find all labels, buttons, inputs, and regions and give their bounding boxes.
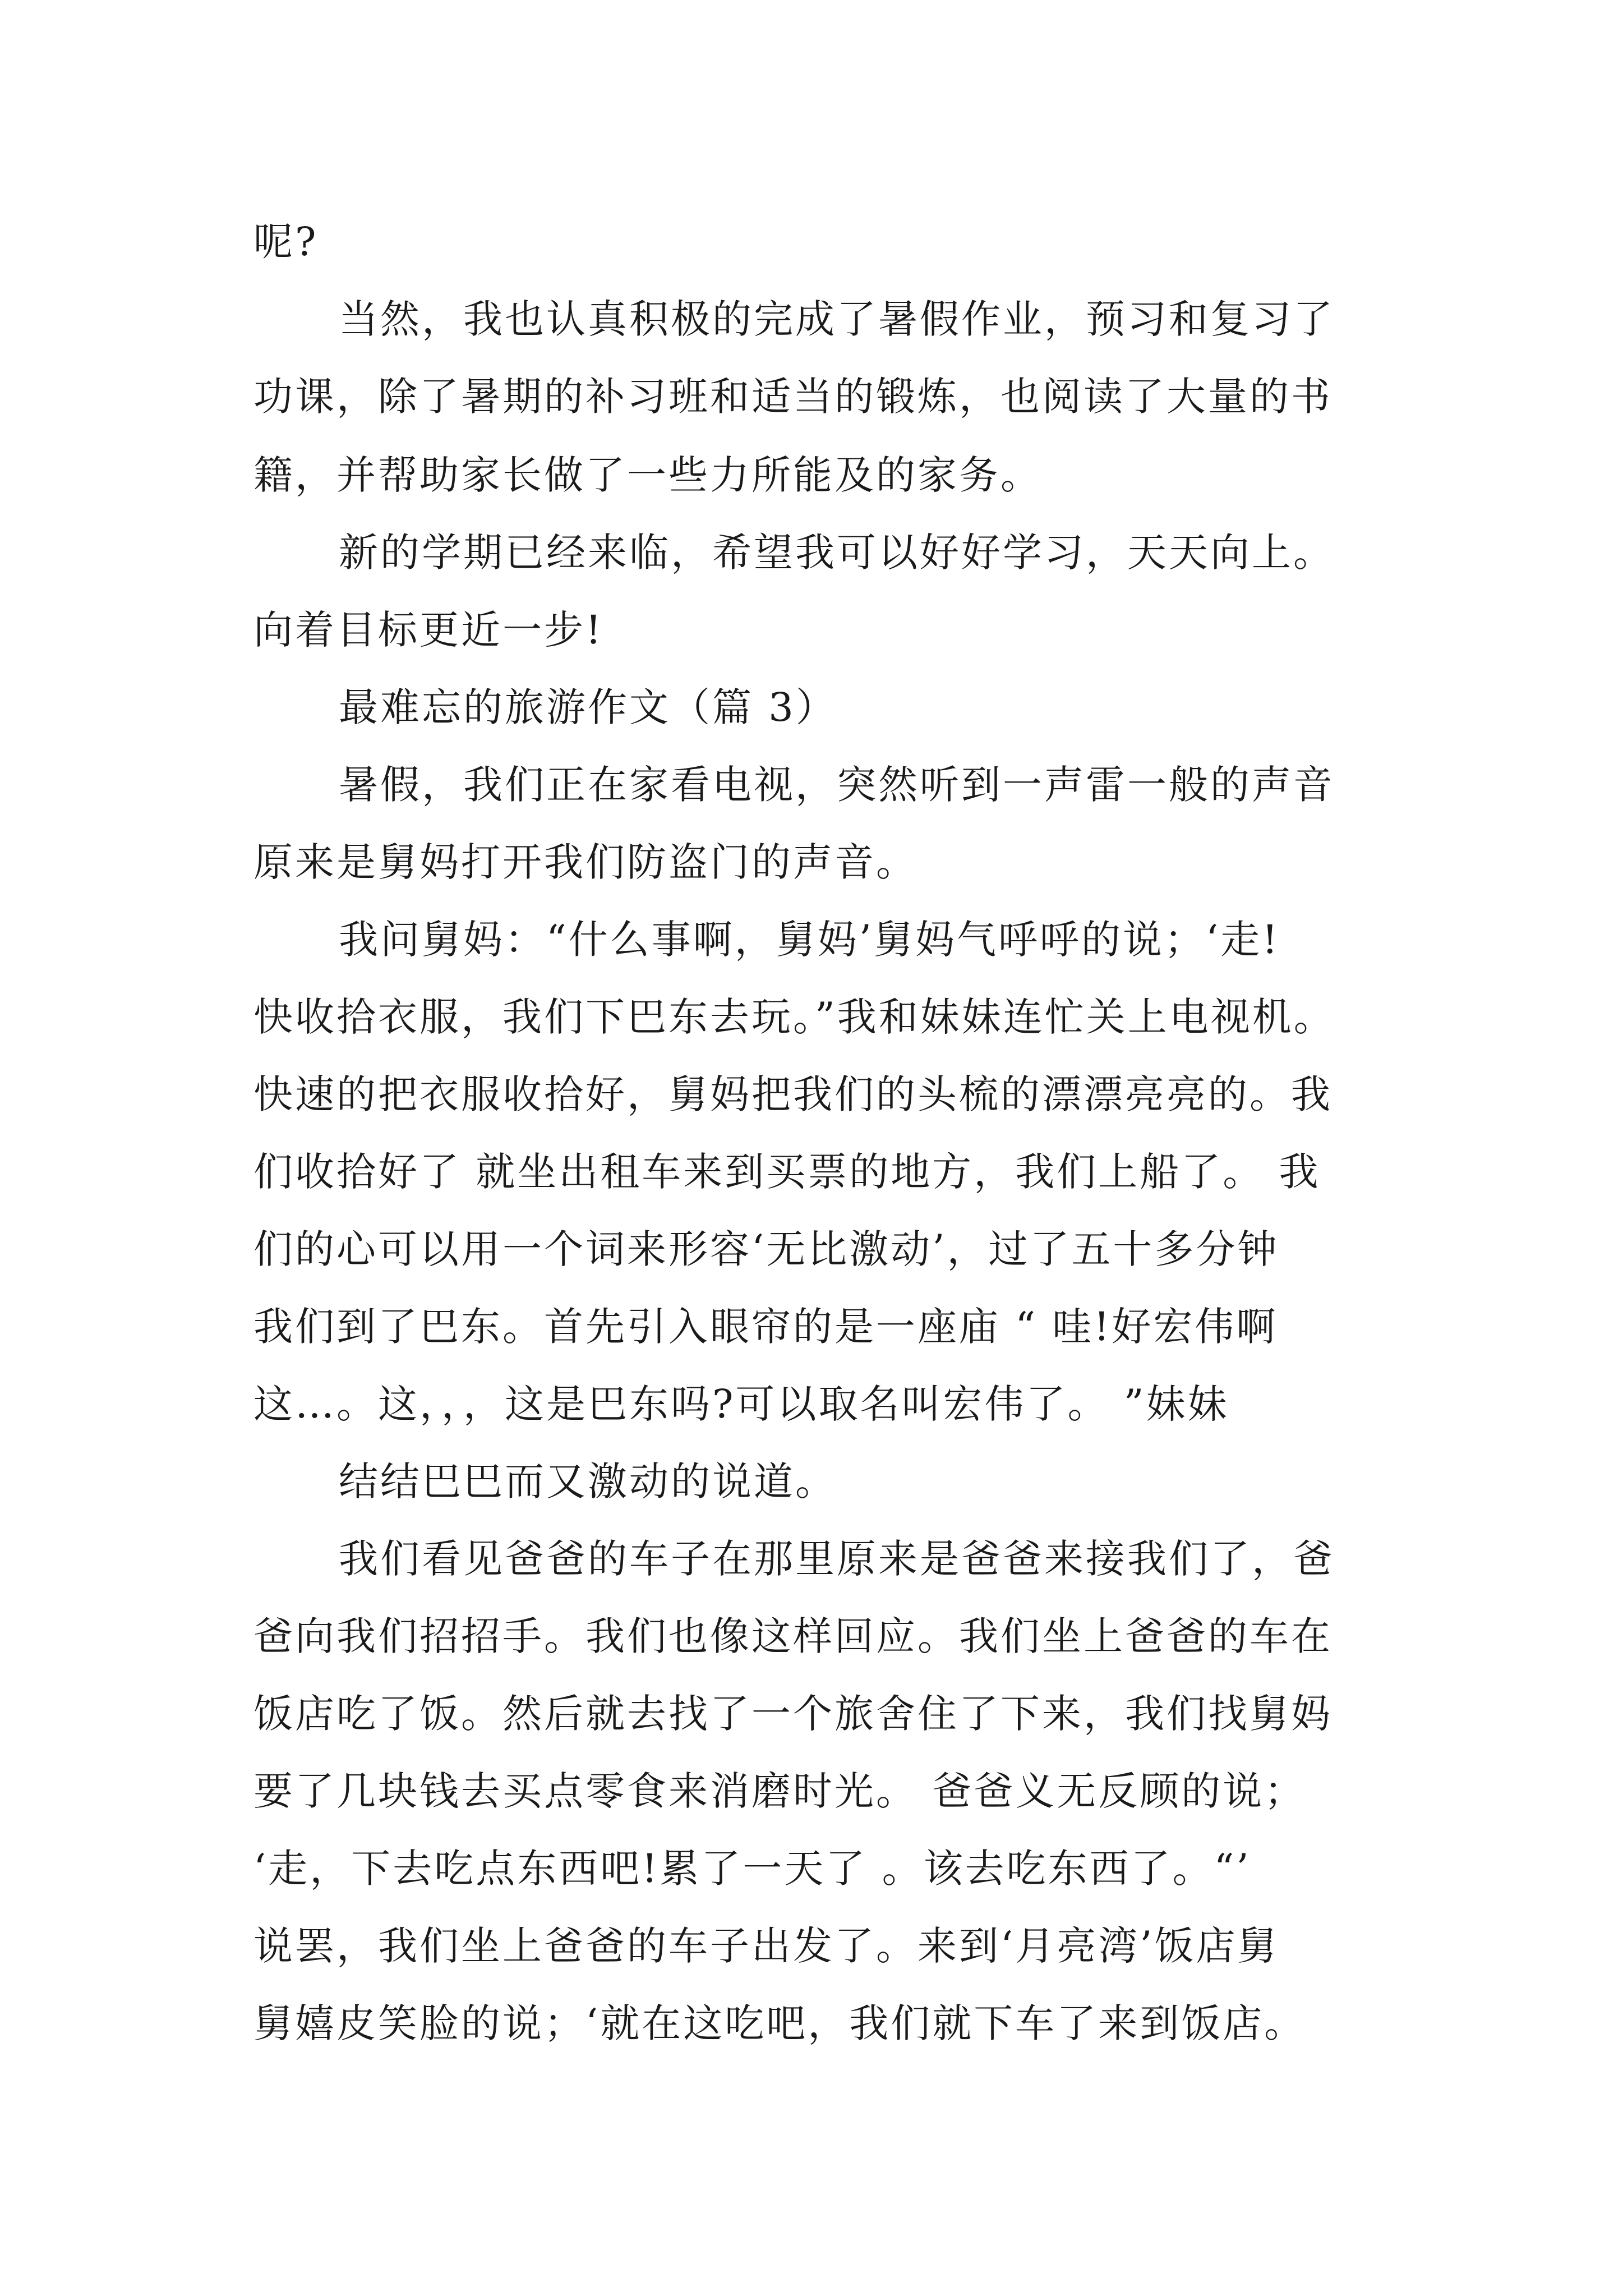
text-line: 舅嬉皮笑脸的说；‘就在这吃吧，我们就下车了来到饭店。 [253, 2000, 1306, 2046]
text-line: 要了几块钱去买点零食来消磨时光。 爸爸义无反顾的说； [253, 1768, 1306, 1814]
text-line: 饭店吃了饭。然后就去找了一个旅舍住了下来，我们找舅妈 [253, 1691, 1332, 1737]
text-line: 快速的把衣服收拾好，舅妈把我们的头梳的漂漂亮亮的。我 [253, 1071, 1332, 1117]
text-line: 爸向我们招招手。我们也像这样回应。我们坐上爸爸的车在 [253, 1613, 1332, 1659]
paragraph-line: 结结巴巴而又激动的说道。 [339, 1458, 837, 1504]
paragraph-line: 新的学期已经来临，希望我可以好好学习，天天向上。 [339, 530, 1335, 576]
text-line: 说罢，我们坐上爸爸的车子出发了。来到‘月亮湾’饭店舅 [253, 1923, 1279, 1969]
text-line: 我们到了巴东。首先引入眼帘的是一座庙 “ 哇!好宏伟啊 [253, 1304, 1278, 1350]
text-line: 向着目标更近一步! [253, 607, 604, 653]
section-heading: 最难忘的旅游作文（篇 3） [339, 684, 837, 730]
paragraph-line: 暑假，我们正在家看电视，突然听到一声雷一般的声音 [339, 762, 1335, 808]
text-line: 籍，并帮助家长做了一些力所能及的家务。 [253, 452, 1042, 498]
text-line: 们收拾好了 就坐出租车来到买票的地方，我们上船了。 我 [253, 1149, 1321, 1195]
text-line: 们的心可以用一个词来形容‘无比激动’，过了五十多分钟 [253, 1226, 1279, 1272]
text-line: 功课，除了暑期的补习班和适当的锻炼，也阅读了大量的书 [253, 374, 1332, 420]
text-line: 原来是舅妈打开我们防盗门的声音。 [253, 839, 917, 885]
text-line: 快收拾衣服，我们下巴东去玩。”我和妹妹连忙关上电视机。 [253, 994, 1335, 1040]
text-line: ‘走，下去吃点东西吧!累了一天了 。该去吃东西了。“’ [253, 1846, 1251, 1892]
paragraph-line: 我们看见爸爸的车子在那里原来是爸爸来接我们了，爸 [339, 1536, 1335, 1582]
text-line: 呢? [253, 219, 319, 265]
text-line: 这…。这，，，这是巴东吗?可以取名叫宏伟了。 ”妹妹 [253, 1381, 1229, 1427]
paragraph-line: 当然，我也认真积极的完成了暑假作业，预习和复习了 [339, 296, 1335, 342]
paragraph-line: 我问舅妈：“什么事啊，舅妈’舅妈气呼呼的说；‘走! [339, 917, 1280, 963]
